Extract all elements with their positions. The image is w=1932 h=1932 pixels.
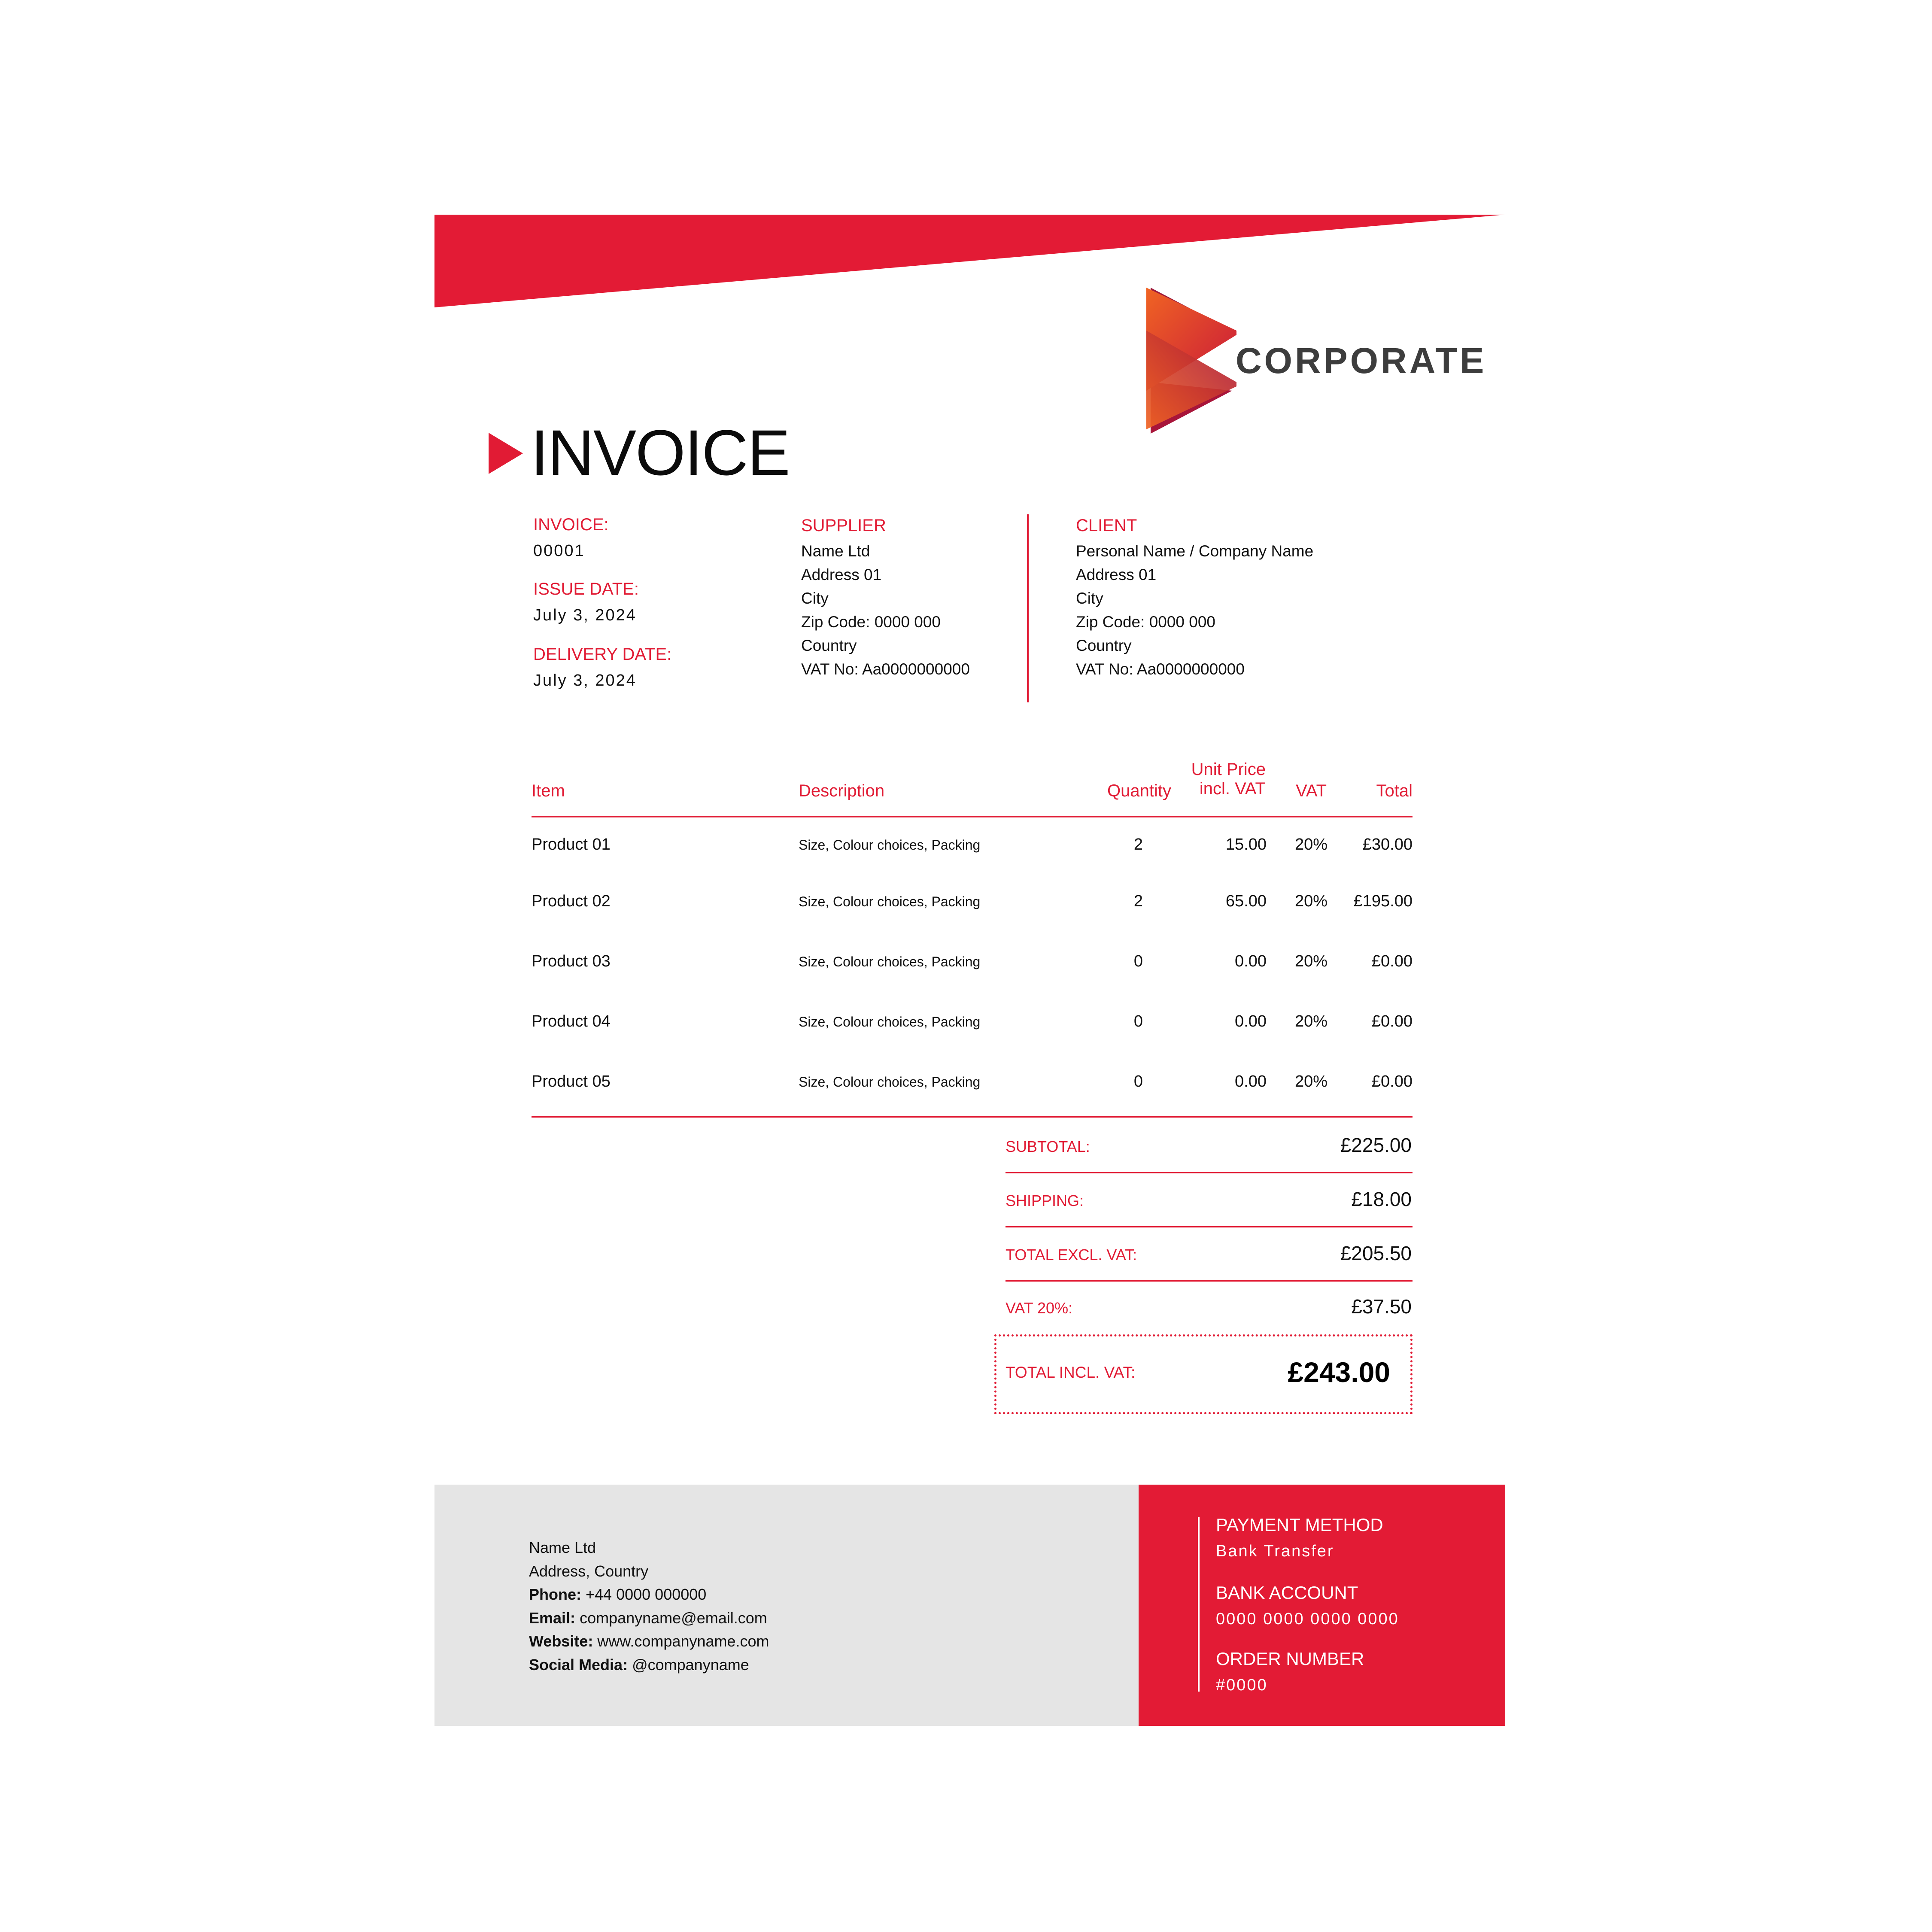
cell-vat: 20% xyxy=(1294,835,1327,854)
logo-text: CORPORATE xyxy=(1236,340,1487,381)
column-header-description: Description xyxy=(799,781,885,800)
table-row xyxy=(532,952,1413,978)
cell-item: Product 02 xyxy=(532,892,611,910)
order-number-label: ORDER NUMBER xyxy=(1216,1649,1364,1669)
cell-unit-price: 0.00 xyxy=(1235,1072,1267,1091)
supplier-city: City xyxy=(801,589,829,607)
totals-divider xyxy=(1005,1172,1413,1173)
cell-unit-price: 15.00 xyxy=(1225,835,1267,854)
payment-method-label: PAYMENT METHOD xyxy=(1216,1515,1383,1535)
cell-description: Size, Colour choices, Packing xyxy=(799,894,981,909)
total-excl-vat-value: £205.50 xyxy=(1340,1242,1412,1264)
totals-divider xyxy=(1005,1280,1413,1282)
client-zip: Zip Code: 0000 000 xyxy=(1076,613,1216,631)
table-header-rule xyxy=(532,816,1413,817)
footer-email-label: Email: xyxy=(529,1609,576,1627)
column-header-quantity: Quantity xyxy=(1107,781,1171,800)
footer-company: Name Ltd xyxy=(529,1539,596,1556)
column-header-total: Total xyxy=(1376,781,1413,800)
shipping-label: SHIPPING: xyxy=(1005,1192,1084,1209)
subtotal-label: SUBTOTAL: xyxy=(1005,1138,1090,1155)
cell-quantity: 0 xyxy=(1133,952,1143,970)
cell-total: £0.00 xyxy=(1371,1072,1413,1091)
bank-account-label: BANK ACCOUNT xyxy=(1216,1583,1358,1603)
order-number-value: #0000 xyxy=(1216,1676,1268,1694)
table-row xyxy=(532,1012,1413,1038)
supplier-country: Country xyxy=(801,637,857,654)
cell-total: £30.00 xyxy=(1362,835,1413,854)
totals-divider xyxy=(1005,1226,1413,1227)
footer-social-value: @companyname xyxy=(632,1656,749,1674)
cell-vat: 20% xyxy=(1294,1012,1327,1030)
cell-description: Size, Colour choices, Packing xyxy=(799,954,981,969)
cell-unit-price: 65.00 xyxy=(1225,892,1267,910)
footer-social xyxy=(529,1653,769,1677)
cell-quantity: 2 xyxy=(1133,892,1143,910)
grand-total-value: £243.00 xyxy=(1288,1356,1390,1388)
payment-method-value: Bank Transfer xyxy=(1216,1542,1334,1560)
column-header-vat: VAT xyxy=(1296,781,1327,800)
footer-accent-bar xyxy=(1198,1517,1200,1692)
subtotal-value: £225.00 xyxy=(1340,1134,1412,1156)
column-header-unit-price-line2: incl. VAT xyxy=(1199,779,1266,798)
page-title: INVOICE xyxy=(531,416,790,489)
supplier-block xyxy=(801,539,970,681)
client-label: CLIENT xyxy=(1076,516,1137,535)
client-city: City xyxy=(1076,589,1103,607)
supplier-name: Name Ltd xyxy=(801,542,870,560)
play-arrow-icon xyxy=(489,433,523,474)
footer-phone-value: +44 0000 000000 xyxy=(586,1586,707,1603)
vat-value: £37.50 xyxy=(1351,1295,1412,1318)
bank-account-value: 0000 0000 0000 0000 xyxy=(1216,1610,1399,1628)
issue-date-label: ISSUE DATE: xyxy=(533,580,639,598)
cell-item: Product 04 xyxy=(532,1012,611,1030)
cell-quantity: 0 xyxy=(1133,1012,1143,1030)
footer-website xyxy=(529,1630,769,1653)
cell-item: Product 03 xyxy=(532,952,611,970)
column-header-item: Item xyxy=(532,781,565,800)
column-header-unit-price-line1: Unit Price xyxy=(1191,760,1266,779)
footer-contact xyxy=(529,1536,769,1677)
cell-unit-price: 0.00 xyxy=(1235,1012,1267,1030)
footer-phone xyxy=(529,1583,769,1607)
table-row xyxy=(532,835,1413,861)
cell-item: Product 05 xyxy=(532,1072,611,1091)
footer-website-value[interactable]: www.companyname.com xyxy=(597,1632,769,1650)
supplier-zip: Zip Code: 0000 000 xyxy=(801,613,941,631)
footer-phone-label: Phone: xyxy=(529,1586,581,1603)
client-name: Personal Name / Company Name xyxy=(1076,542,1314,560)
cell-quantity: 2 xyxy=(1133,835,1143,854)
cell-vat: 20% xyxy=(1294,1072,1327,1091)
issue-date: July 3, 2024 xyxy=(533,606,637,624)
footer-address: Address, Country xyxy=(529,1562,649,1580)
delivery-date-label: DELIVERY DATE: xyxy=(533,645,672,664)
invoice-number: 00001 xyxy=(533,542,585,560)
footer-email-value[interactable]: companyname@email.com xyxy=(580,1609,767,1627)
cell-quantity: 0 xyxy=(1133,1072,1143,1091)
table-row xyxy=(532,892,1413,918)
grand-total-label: TOTAL INCL. VAT: xyxy=(1005,1364,1136,1381)
supplier-address: Address 01 xyxy=(801,566,882,583)
cell-description: Size, Colour choices, Packing xyxy=(799,1014,981,1030)
footer-website-label: Website: xyxy=(529,1632,593,1650)
supplier-vat: VAT No: Aa0000000000 xyxy=(801,660,970,678)
shipping-value: £18.00 xyxy=(1351,1188,1412,1210)
client-block xyxy=(1076,539,1313,681)
delivery-date: July 3, 2024 xyxy=(533,671,637,690)
cell-description: Size, Colour choices, Packing xyxy=(799,837,981,853)
column-header-unit-price xyxy=(1191,760,1266,799)
cell-description: Size, Colour choices, Packing xyxy=(799,1074,981,1090)
client-vat: VAT No: Aa0000000000 xyxy=(1076,660,1245,678)
supplier-label: SUPPLIER xyxy=(801,516,886,535)
cell-unit-price: 0.00 xyxy=(1235,952,1267,970)
cell-total: £195.00 xyxy=(1353,892,1413,910)
cell-total: £0.00 xyxy=(1371,1012,1413,1030)
cell-vat: 20% xyxy=(1294,892,1327,910)
invoice-number-label: INVOICE: xyxy=(533,515,609,534)
client-country: Country xyxy=(1076,637,1132,654)
total-excl-vat-label: TOTAL EXCL. VAT: xyxy=(1005,1246,1137,1264)
table-row xyxy=(532,1072,1413,1098)
cell-vat: 20% xyxy=(1294,952,1327,970)
vertical-divider xyxy=(1027,514,1029,702)
cell-total: £0.00 xyxy=(1371,952,1413,970)
client-address: Address 01 xyxy=(1076,566,1157,583)
footer-email xyxy=(529,1607,769,1630)
table-bottom-rule xyxy=(532,1116,1413,1118)
vat-label: VAT 20%: xyxy=(1005,1299,1073,1317)
cell-item: Product 01 xyxy=(532,835,611,854)
footer-social-label: Social Media: xyxy=(529,1656,628,1674)
